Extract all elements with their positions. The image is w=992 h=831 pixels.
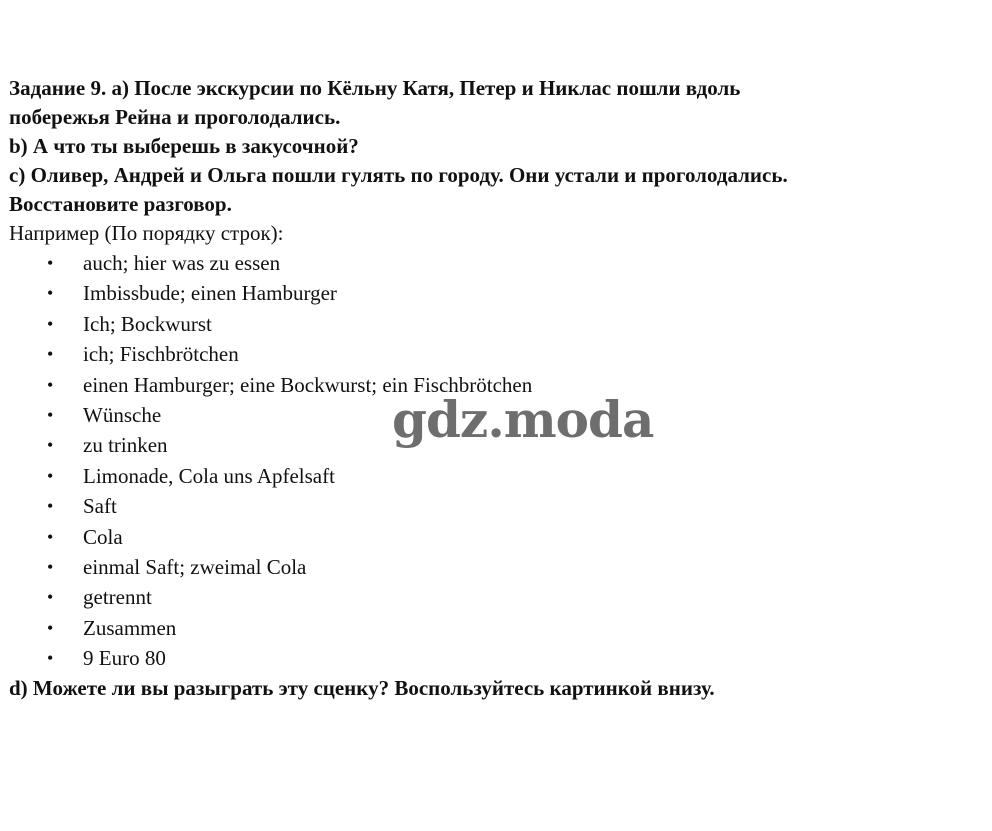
answer-text: Ich; Bockwurst (83, 311, 212, 336)
answer-text: zu trinken (83, 433, 168, 458)
bullet-icon: • (47, 283, 54, 304)
task-part-b: b) А что ты выберешь в закусочной? (9, 134, 359, 158)
answer-item (9, 309, 982, 339)
answer-text: ich; Fischbrötchen (83, 342, 239, 367)
answer-item (9, 248, 982, 278)
example-intro: Например (По порядку строк): (9, 221, 284, 245)
answer-item (9, 643, 982, 673)
document-body (9, 74, 982, 703)
bullet-icon: • (47, 435, 54, 456)
answer-item (9, 339, 982, 369)
task-part-c-line1: c) Оливер, Андрей и Ольга пошли гулять по городу. Они устали и проголодались. (9, 163, 788, 187)
answer-text: einmal Saft; zweimal Cola (83, 555, 307, 580)
answer-text: Wünsche (83, 403, 162, 428)
answer-item (9, 582, 982, 612)
answer-text: Limonade, Cola uns Apfelsaft (83, 463, 335, 488)
bullet-icon: • (47, 374, 54, 395)
answer-text: Imbissbude; einen Hamburger (83, 281, 337, 306)
bullet-icon: • (47, 648, 54, 669)
bullet-icon: • (47, 526, 54, 547)
answer-text: einen Hamburger; eine Bockwurst; ein Fischbrötchen (83, 372, 533, 397)
answer-item (9, 613, 982, 643)
task-part-d: d) Можете ли вы разыграть эту сценку? Воспользуйтесь картинкой внизу. (9, 675, 715, 700)
answer-item (9, 461, 982, 491)
answer-item (9, 522, 982, 552)
answer-text: Cola (83, 524, 123, 549)
bullet-icon: • (47, 344, 54, 365)
task-part-a-line1: Задание 9. a) После экскурсии по Кёльну Катя, Петер и Никлас пошли вдоль (9, 76, 741, 100)
bullet-icon: • (47, 313, 54, 334)
bullet-icon: • (47, 465, 54, 486)
answer-text: getrennt (83, 585, 152, 610)
answer-text: auch; hier was zu essen (83, 251, 281, 275)
bullet-icon: • (47, 587, 54, 608)
bullet-icon: • (47, 557, 54, 578)
answer-item (9, 552, 982, 582)
answer-item (9, 491, 982, 521)
answer-list (9, 248, 982, 674)
answer-text: Saft (83, 494, 117, 519)
bullet-icon: • (47, 617, 54, 638)
bullet-icon: • (47, 496, 54, 517)
task-part-a-line2: побережья Рейна и проголодались. (9, 105, 341, 129)
answer-item (9, 278, 982, 308)
answer-text: 9 Euro 80 (83, 646, 166, 671)
bullet-icon: • (47, 405, 54, 426)
task-part-c-line2: Восстановите разговор. (9, 192, 232, 216)
bullet-icon: • (47, 253, 54, 273)
watermark-logo: gdz.moda (392, 390, 654, 449)
answer-text: Zusammen (83, 615, 177, 640)
